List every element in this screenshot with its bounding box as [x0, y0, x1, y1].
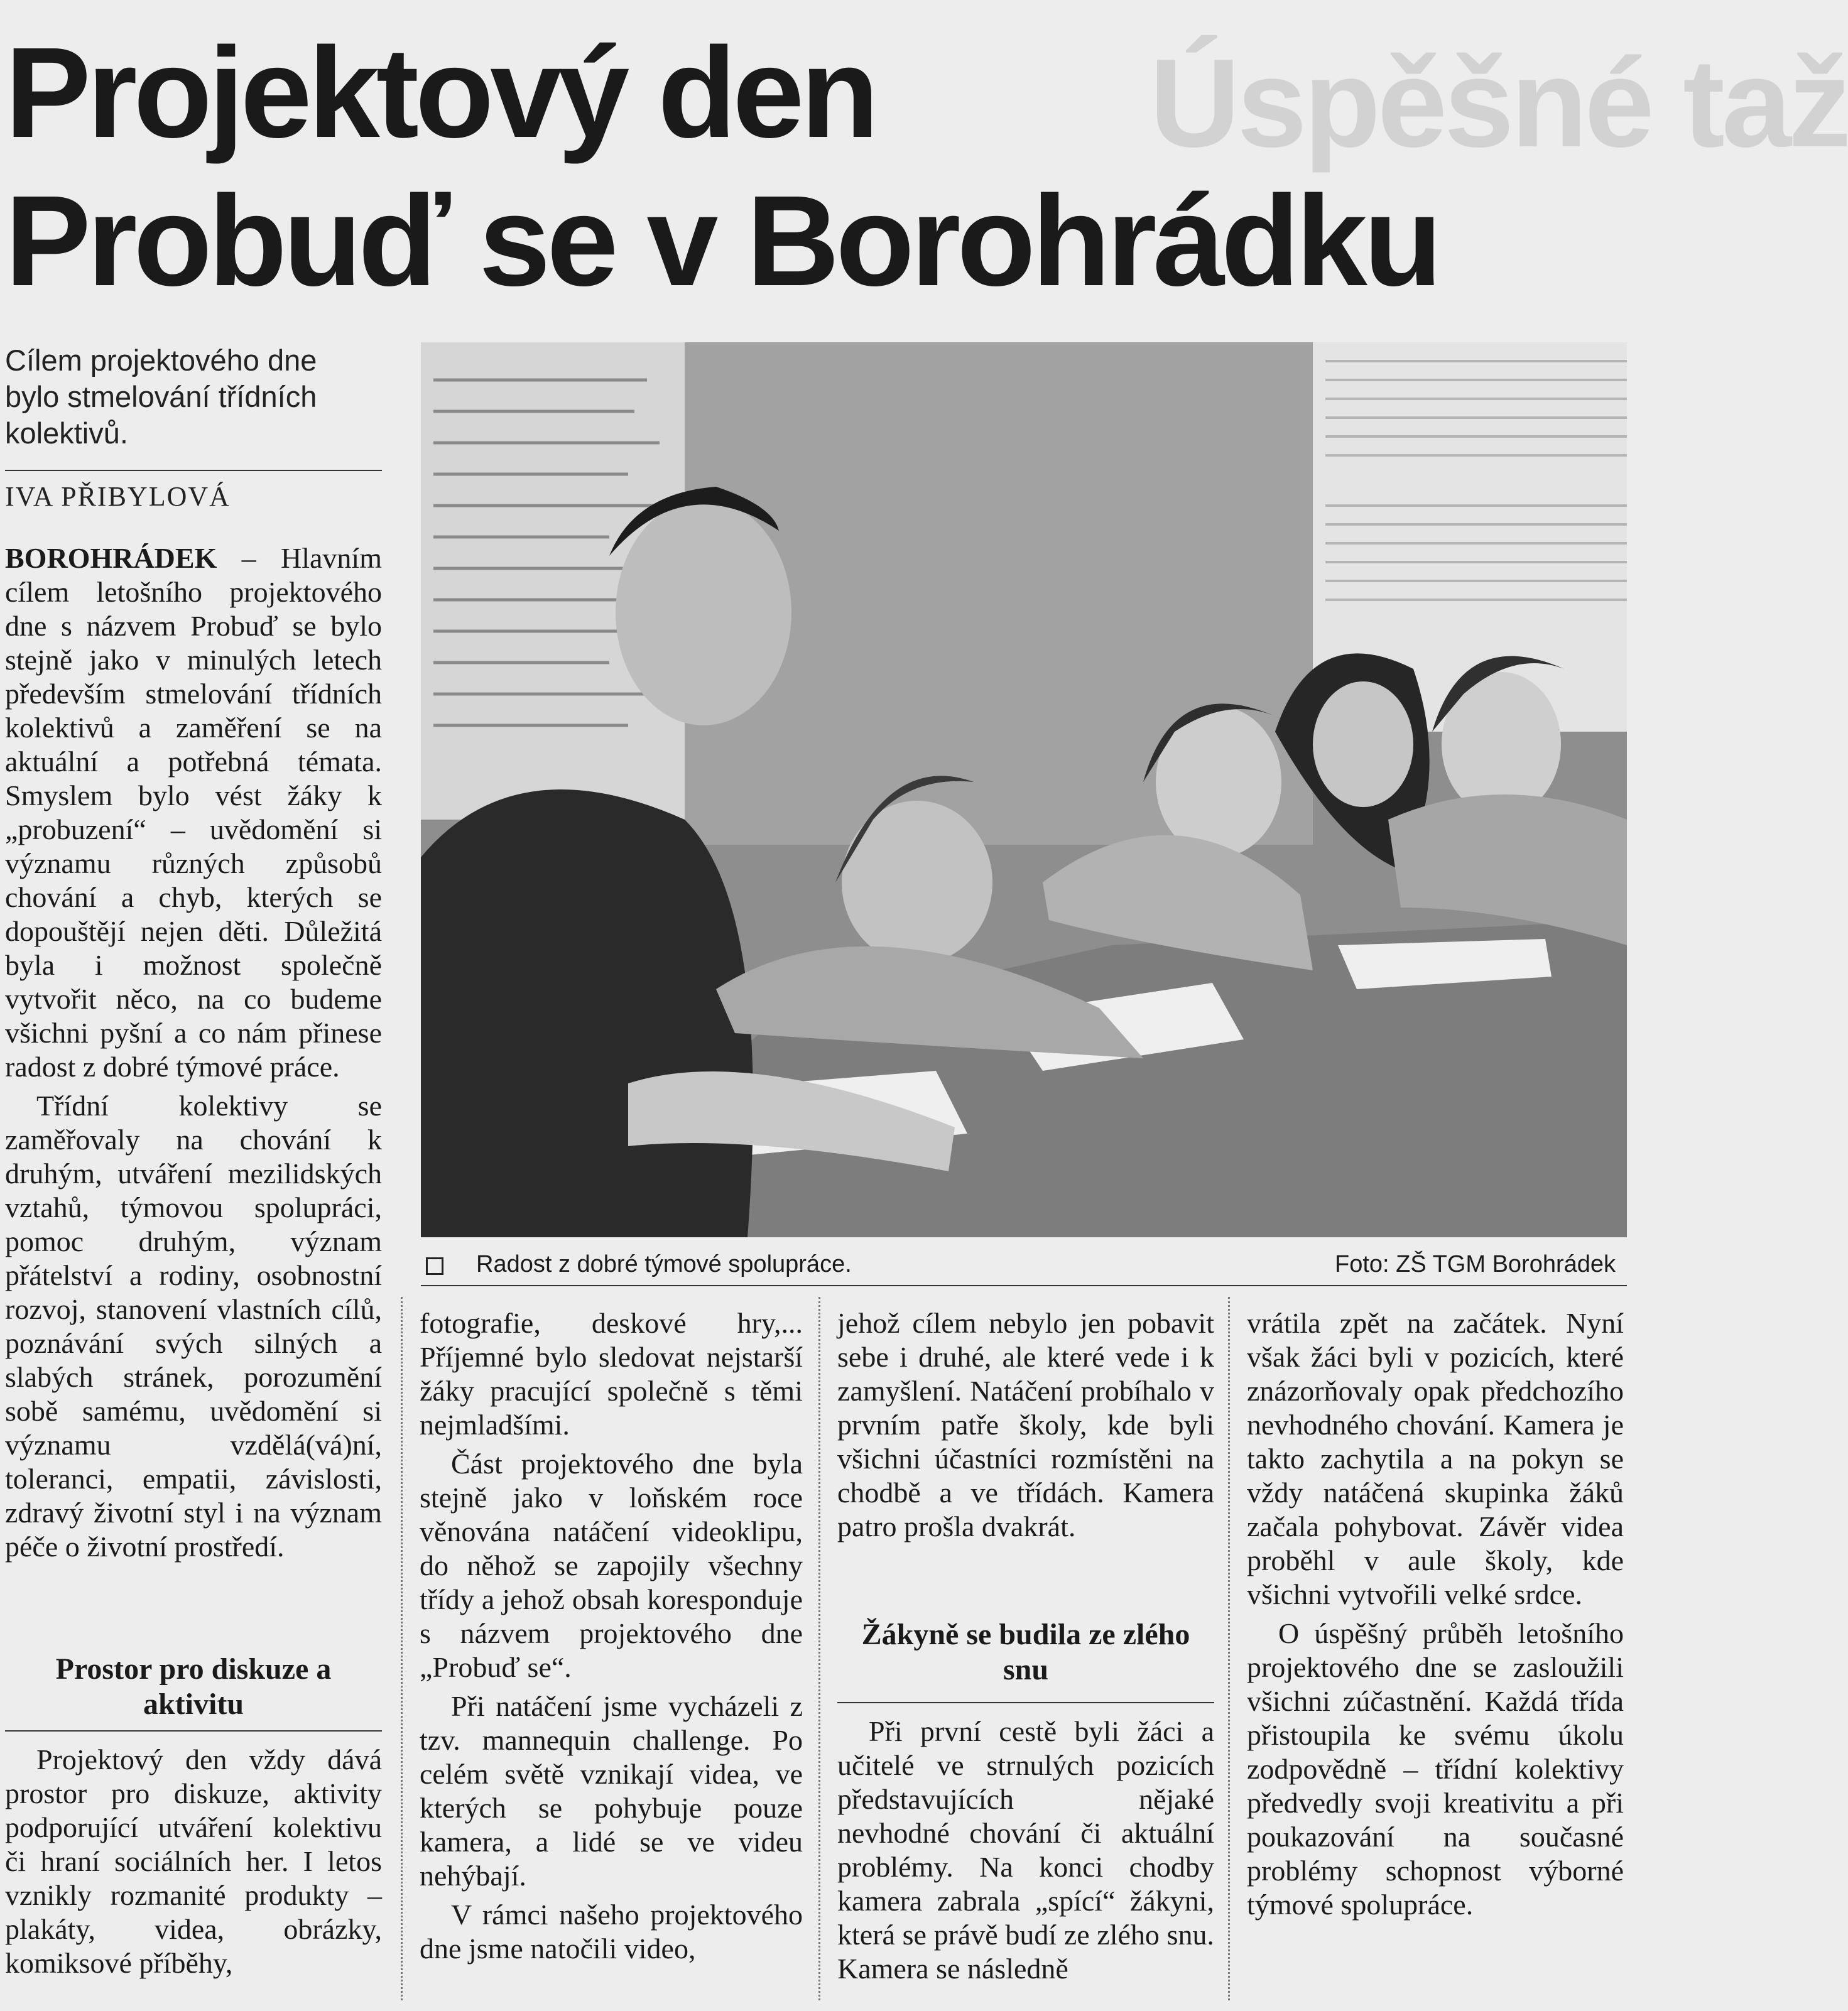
paragraph: O úspěšný průběh letošního projektového dne se zasloužili všichni zúčastnění. Každá třída přistoupila ke svému úkolu zodpovědně – třídní kolektivy předvedly svoji kreativitu a při poukazování na současné problémy schopnost výborné týmové spolupráce.	[1247, 1617, 1624, 1921]
paragraph: fotografie, deskové hry,... Příjemné bylo sledovat nejstarší žáky pracující společně s těmi nejmladšími.	[420, 1307, 803, 1441]
column-divider	[401, 1297, 404, 2000]
column-1	[5, 541, 382, 1564]
paragraph: vrátila zpět na začátek. Nyní však žáci byli v pozicích, které znázorňovaly opak předchozího nevhodného chování. Kamera je takto zachytila a na pokyn se vždy natáčená skupinka žáků začala pohybovat. Závěr videa proběhl v aule školy, kde všichni vytvořili velké srdce.	[1247, 1307, 1624, 1610]
column-divider	[1228, 1297, 1231, 2000]
paragraph: Při první cestě byli žáci a učitelé ve strnulých pozicích představujících nějaké nevhodné chování či aktuální problémy. Na konci chodby kamera zabrala „spící“ žákyni, která se právě budí ze zlého snu. Kamera se následně	[837, 1715, 1214, 1985]
caption-square-icon	[426, 1257, 443, 1275]
paragraph: jehož cílem nebylo jen pobavit sebe i druhé, ale které vede i k zamyšlení. Natáčení probíhalo v prvním patře školy, kde byli všichni účastníci rozmístěni na chodbě a ve třídách. Kamera patro prošla dvakrát.	[837, 1307, 1214, 1542]
bleed-through-headline: Úspěšné taž	[1150, 33, 1848, 173]
headline-line-1: Projektový den	[5, 21, 876, 165]
paragraph: Při natáčení jsme vycházeli z tzv. mannequin challenge. Po celém světě vznikají videa, ve kterých se pohybuje pouze kamera, a lidé se ve videu nehýbají.	[420, 1690, 803, 1892]
byline: IVA PŘIBYLOVÁ	[5, 481, 231, 512]
photo-caption: Radost z dobré týmové spolupráce.	[476, 1251, 852, 1277]
headline	[5, 19, 1613, 315]
column-divider	[818, 1297, 822, 2000]
paragraph: Projektový den vždy dává prostor pro diskuze, aktivity podporující utváření kolektivu či hraní sociálních her. I letos vznikly rozmanité produkty – plakáty, videa, obrázky, komiksové příběhy,	[5, 1743, 382, 1979]
paragraph: V rámci našeho projektového dne jsme natočili video,	[420, 1899, 803, 1965]
paragraph: Část projektového dne byla stejně jako v loňském roce věnována natáčení videoklipu, do něhož se zapojily všechny třídy a jehož obsah koresponduje s názvem projektového dne „Probuď se“.	[420, 1448, 803, 1683]
headline-line-2: Probuď se v Borohrádku	[5, 169, 1439, 313]
subheading-rule	[5, 1730, 382, 1732]
column-4	[1247, 1306, 1624, 1922]
column-3	[837, 1306, 1214, 1544]
subheading-rule	[837, 1702, 1214, 1703]
column-1-continued	[5, 1743, 382, 1980]
subheading-1: Prostor pro diskuze a aktivitu	[55, 1652, 332, 1721]
lead-paragraph	[5, 541, 382, 1084]
photo-credit: Foto: ZŠ TGM Borohrádek	[1335, 1251, 1616, 1277]
column-3-continued	[837, 1715, 1214, 1986]
article-photo	[421, 342, 1627, 1237]
subtitle-rule	[5, 470, 382, 471]
classroom-photo	[421, 342, 1627, 1237]
paragraph: Třídní kolektivy se zaměřovaly na chování k druhým, utváření mezilidských vztahů, týmovou spolupráci, pomoc druhým, význam přátelství a rodiny, osobnostní rozvoj, stanovení vlastních cílů, poznávání svých silných a slabých stránek, porozumění sobě samému, uvědomění si významu vzdělá(vá)ní, toleranci, empatii, závislosti, zdravý životní styl i na význam péče o životní prostředí.	[5, 1090, 382, 1563]
photo-caption-rule	[421, 1285, 1627, 1286]
column-2	[420, 1306, 803, 1966]
subtitle: Cílem projektového dne bylo stmelování třídních kolektivů.	[5, 344, 317, 450]
subheading-2: Žákyně se budila ze zlého snu	[861, 1618, 1190, 1686]
lead-text: – Hlavním cílem letošního projektového dne s názvem Probuď se bylo stejně jako v minulých letech především stmelování třídních kolektivů a zaměření se na aktuální a potřebná témata. Smyslem bylo vést žáky k „probuzení“ – uvědomění si významu různých způsobů chování a chyb, kterých se dopouštějí nejen děti. Důležitá byla i možnost společně vytvořit něco, na co budeme všichni pyšní a co nám přinese radost z dobré týmové práce.	[5, 542, 382, 1083]
dateline: BOROHRÁDEK	[5, 542, 217, 574]
